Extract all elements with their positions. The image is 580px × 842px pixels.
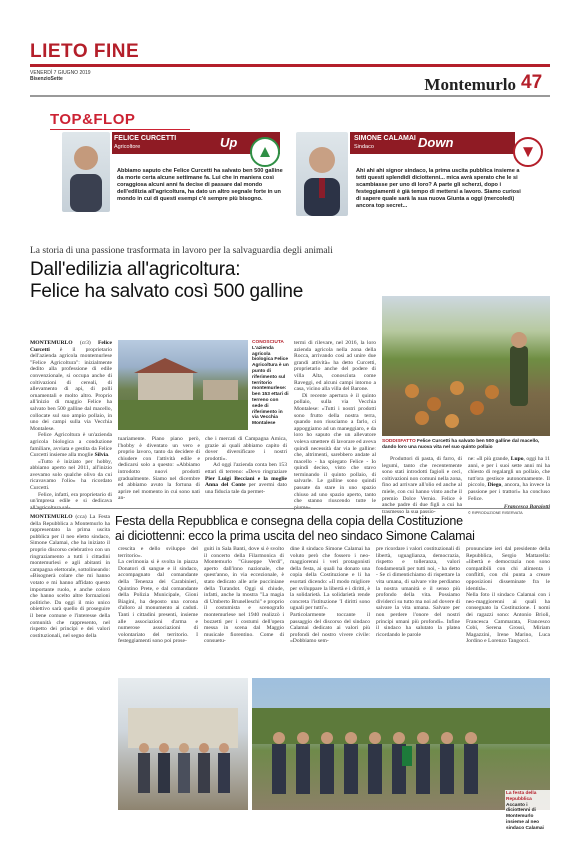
top-tag: Up	[220, 135, 238, 150]
article2-col5: pre ricordare i valori costituzionali di libertà, uguaglianza, democrazia, rispetto e tolleranza, valori fondamentali per tutti noi, - ha detto - Se ci dimentichiamo di rispettare la vita umana, di salvare vite perdiamo la nostra umanità e il senso più profondo della vita. Possiamo dividerci su tutto ma noi ad dovere di salvare la vita umana. Salvare per non perdere l'onore del nostri principi umani più profondi». Infine il sindaco ha salutato la platea ricordando le parole	[376, 546, 460, 638]
chickens-photo	[382, 296, 550, 436]
top-role: Agricoltore	[114, 144, 141, 150]
flop-name: SIMONE CALAMAI	[354, 135, 416, 142]
farm-photo	[118, 340, 248, 430]
top-text: Abbiamo saputo che Felice Curcetti ha salvato ben 500 galline da morte certa alcune settimane fa. Lui che in maniera così coraggiosa alcuni anni fa decise di passare dal mondo dell'edilizia all'agricoltura, ha dato un altro segnale forte in un mondo in cui di questi esempi c'è sempre più bisogno.	[117, 168, 283, 202]
headline2-line2: ai diciottenni: ecco la prima uscita del neo sindaco Simone Calamai	[115, 529, 475, 543]
article1-headline	[30, 259, 330, 303]
flop-text: Ahi ahi ahi signor sindaco, la prima uscita pubblica insieme a tetti questi splendidi diciottenni... mica avrà sperato che le si scambiasse per uno di loro? A parte gli scherzi, dopo i festeggiamenti è già tempo di mettersi a lavoro. Siamo curiosi di sapere quale sarà la sua nuova Giunta a oggi (mercoledì) ancora top secret...	[356, 168, 521, 209]
flop-name-bar	[350, 132, 515, 154]
article2-col6: pronunciate ieri dal presidente della Repubblica, Sergio Mattarella: «libertà e democrazia non sono compatibili con chi alimenta i conflitti, con chi punta a creare opposizioni disseminate fra le identità». Nella foto il sindaco Calamai con i neo-maggiorenni ai quali ha consegnato la Costituzione. I nomi dei ragazzi sono: Antonio Brioli, Francesca Cammarata, Francesco Cobi, Serena Grossi, Miriam Magazzini, Irene Marino, Luca Jordino e Lorenzo Tangocci.	[466, 546, 550, 645]
crowd-icon	[118, 678, 248, 810]
simone-calamai-photo	[296, 132, 348, 216]
caption-azienda: CONOSCIUTA L'azienda agricola biologica Felice Agricoltura è un punto di riferimento sul territorio montemurlese: ben 153 ettari di terreno con sede di riferimento in via Vecchia Montalese	[252, 340, 289, 427]
top-name: FELICE CURCETTI	[114, 135, 177, 142]
article1-col3: che i mercati di Campagna Amica, grazie ai quali abbiamo capito di dover diversificare i nostri prodotti». Ad oggi l'azienda conta ben 153 ettari di terreno: «Devo ringraziare Pier Luigi Becciani e la moglie Anna del Conte per avermi dato una fiducia tale da permet-	[205, 436, 288, 495]
top-flop-logo: TOP&FLOP	[50, 110, 190, 130]
article1-col2: tuariamente. Piano piano però, l'hobby è diventato un vero e proprio lavoro, tanto da decidere di chiudere con l'attività edile e dedicarsi solo a questo: «Abbiamo introdotto nuovi prodotti gradualmente. Siamo nel dicembre ed abbiamo avuto la fortuna di aprire nel momento in cui sono nati an-	[118, 436, 200, 502]
issue-date: VENERDÌ 7 GIUGNO 2019	[30, 70, 91, 76]
article2-col2: crescita e dello sviluppo del territorio». La cerimonia si è svolta in piazza Donatori di sangue e il sindaco, accompagnato dal comandante della Tenenza dei Carabinieri, Quintino Prete, e dal comandante della Polizia Municipale, Gioni Biagini, ha deposto una corona d'alloro al monumento ai caduti. Tanti i cittadini presenti, insieme alle associazioni d'arma e numerose associazioni di volontariato del territorio. I festeggiamenti sono poi prose-	[118, 546, 198, 645]
headline-line2: Felice ha salvato così 500 galline	[30, 281, 304, 302]
section-brand: LIETO FINE	[30, 41, 140, 62]
town-section: Montemurlo	[424, 75, 516, 94]
article2-col1: MONTEMURLO (cca) La Festa della Repubblica a Montemurlo ha rappresentato la prima uscita pubblica per il neo eletto sindaco, Simone Calamai, che ha iniziato il proprio discorso celebrativo con un ringraziamento a tutti i cittadini montemurlesi e agli abitanti in campagna elettorale, sottolineando: «Bisognerà colare che mi hanno votato e mi hanno affidato questo importante ruolo, e anche coloro che hanno scelto altre formazioni politiche. Da oggi il mio unico obiettivo sarà quello di proseguire il bene comune e l'interesse della comunità che rappresento, nel rispetto dei principi e dei valori costituzionali, nel segno della	[30, 514, 110, 639]
flop-role: Sindaco	[354, 144, 374, 150]
ceremony-photo	[118, 678, 248, 810]
article1-kicker: La storia di una passione trasformata in lavoro per la salvaguardia degli animali	[30, 246, 333, 256]
article1-col1: MONTEMURLO (cr3) Felice Curcetti è il proprietario dell'azienda agricola montemurlese "Felice Agricoltura": inizialmente dedito alla professione di edile convenzionale, si occupa anche di coltivazioni di cereali, di allevamento di api, di polli ornamentali e molto altro. Proprio all'inizio di maggio Felice ha salvato ben 500 galline dal macello, collocate sul suo ampio pollaio, in uno dei campi sulla via Vecchia Montalese. Felice Agricoltura è un'azienda agricola biologica a conduzione familiare, avviata e gestita da Felice Curcetti insieme alla moglie Silvia. «Tutto è iniziato per hobby, abbiamo aperto nel 2011, all'inizio avevamo solo qualche olivo da cui ricavavamo l'olio» ha ricordato Curcetti. Felice, infatti, era proprietario di un'impresa edile e si dedicava	[30, 340, 112, 505]
rights-notice: © RIPRODUZIONE RISERVATA	[468, 510, 523, 515]
article1-col5: Produttori di pasta, di farro, di legumi, tanto che recentemente sono stati introdotti fagioli e ceci, coltivazioni non comuni nella zona, fino ad arrivare all'olio ed anche al miele, con cui hanno vinto anche il premio Dolce Vernio. Felice è anche padre di due figli a cui ha trasmesso la sua passio-	[382, 456, 462, 515]
header-divider	[30, 64, 550, 67]
felice-curcetti-photo	[62, 132, 110, 212]
thumbs-up-icon: ▲	[250, 137, 280, 167]
chickens-icon	[382, 296, 550, 436]
article1-col6: ne: «Il più grande, Lupo, oggi ha 11 anni, e per i suoi sette anni mi ha chiesto di regalargli un pollaio, che tutt'ora gestisce autonomamente. Il piccolo, Diego, ancora, ha invece la passione per i trattori» ha concluso Felice. © RIPRODUZIONE RISERVATA	[468, 456, 551, 515]
article1-col4: termi di rilevare, nel 2016, la loro azienda agricola nella zona della Rocca, arrivando così ad unire due grandi attività» ha detto Curcetti, proprietario anche del podere di villa Alta, conosciuta come Raveggi, ed alcuni campi intorno a casa, vicino alla villa del Barone. Di recente apertura è il quinto pollaio, sulla via Vecchia Montalese: «Tutti i nostri prodotti sono frutto della nostra terra, quando non riusciamo a farlo, ci appoggiamo ad un maneggiaro, e da loro ho saputo che un allevatore voleva smettere di lavorare ed aveva quindi necessità dar via le galline: che, altrimenti, sarebbero andate al macello - ha spiegato Felice - Io quindi deciso, visto che stavo terminando il quinto pollaio, di salvarle. Le galline sono quindi passate da stare in uno spazio chiuso ad uno spazio aperto, tanto che stanno riuscendo tutte le	[294, 340, 376, 505]
person-silhouette-icon	[296, 132, 348, 216]
header-bar	[30, 40, 550, 64]
article2-col4: dine il sindaco Simone Calamai ha voluto però che fossero i neo-maggiorenni i veri protagonisti della festa, ai quali ha donato una copia della Costituzione e li ha esortati dicendo: «Il modo migliore per sviluppare la libertà e i diritti, è la solidarietà. La solidarietà rende concreta l'istituzione 'I diritti sono uguali per tutti'». Particolarmente toccante il passaggio del discorso del sindaco Calamai dedicato ai valori più profondi del nostro vivere civile: «Dobbiamo sem-	[290, 546, 370, 645]
dateline: MONTEMURLO	[30, 340, 73, 346]
caption-festa: La festa della Repubblica Accanto i diciottenni di Montemurlo insieme al neo sindaco Calamai	[505, 790, 550, 833]
farm-building-icon	[118, 340, 248, 430]
flop-tag: Down	[418, 135, 454, 150]
publication-name: BisenzioSette	[30, 76, 63, 82]
headline2-line1: Festa della Repubblica e consegna della copia della Costituzione	[115, 514, 463, 528]
person-silhouette-icon	[62, 132, 110, 212]
headline-line1: Dall'edilizia all'agricoltura:	[30, 259, 241, 280]
article2-col3: guiti in Sala Banti, dove si è svolto il concerto della Filarmonica di Montemurlo "Giuseppe Verdi", aperto dall'inno nazionale, che quest'anno, in via eccezionale, è stato dedicato alle arie pucciniane della Turandot. Oggi si chiude, infatti, anche la mostra "La magia di Umberto Brunelleschi" e proprio il costumista e scenografo montemurlese nel 1940 realizzò i bozzetti per i costumi dell'opera messa in scena dal Maggio musicale fiorentino. Come di consuetu-	[204, 546, 284, 645]
article-separator	[30, 508, 550, 509]
header-rule	[30, 95, 550, 97]
thumbs-down-icon: ▼	[513, 137, 543, 167]
caption-soddisfatto: SODDISFATTO Felice Curcetti ha salvato ben 500 galline dal macello, dando loro una nuova vita nel suo quinto pollaio	[382, 439, 540, 450]
page-number: 47	[521, 72, 543, 93]
article2-headline	[115, 514, 550, 544]
